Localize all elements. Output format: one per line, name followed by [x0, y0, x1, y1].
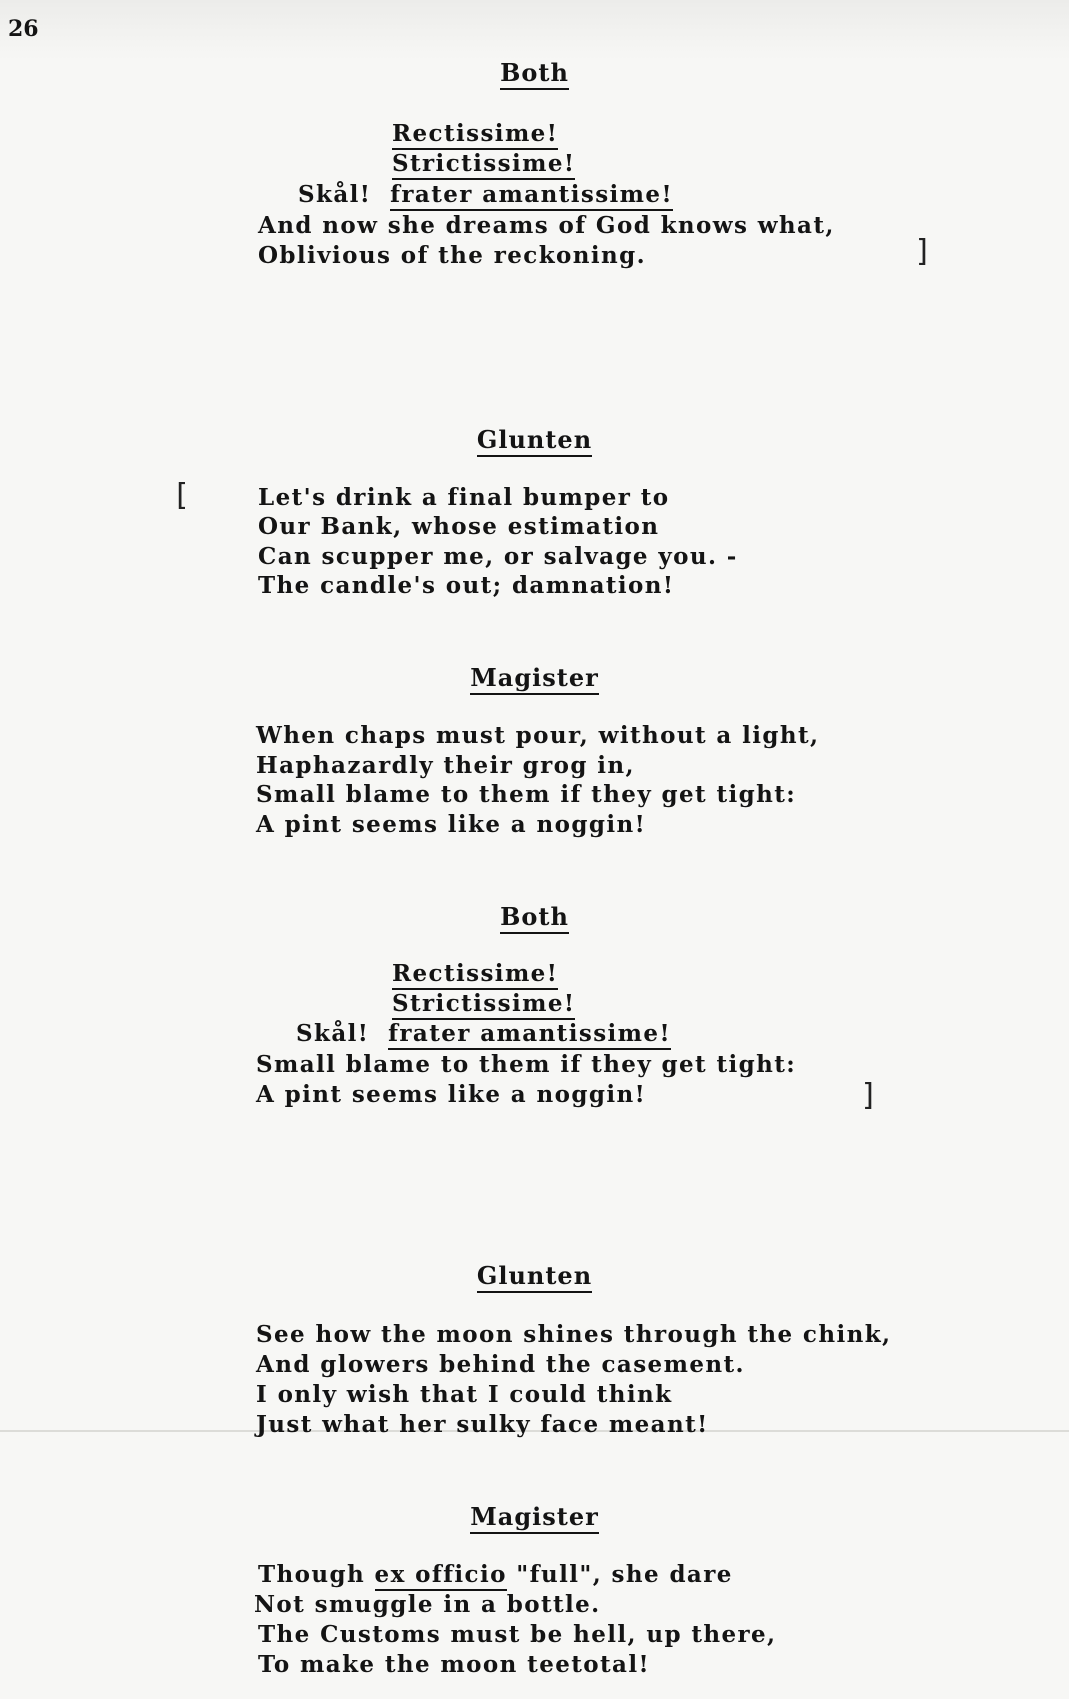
verse-line: Small blame to them if they get tight:: [256, 781, 797, 808]
latin-phrase: frater amantissime!: [390, 181, 673, 211]
verse-line: [298, 181, 673, 209]
speaker-heading-both: [0, 58, 1069, 87]
verse-line: Though ex officio "full", she dare: [258, 1561, 733, 1589]
speaker-heading-magister: [0, 663, 1069, 692]
latin-phrase: ex officio: [375, 1561, 507, 1591]
speaker-heading-magister: [0, 1502, 1069, 1531]
verse-line: And glowers behind the casement.: [256, 1351, 745, 1378]
verse-line: [296, 1020, 671, 1048]
verse-line: Oblivious of the reckoning.: [258, 242, 647, 269]
verse-line: And now she dreams of God knows what,: [258, 212, 835, 239]
verse-line: Just what her sulky face meant!: [256, 1411, 709, 1438]
speaker-heading-glunten: [0, 1261, 1069, 1290]
speaker-name: Magister: [470, 663, 599, 695]
verse-line: Strictissime!: [392, 150, 575, 178]
page-top-shade: [0, 0, 1069, 60]
verse-line: To make the moon teetotal!: [258, 1651, 650, 1678]
open-bracket-mark: [: [172, 478, 191, 513]
verse-line: I only wish that I could think: [256, 1381, 673, 1408]
speaker-name: Glunten: [477, 1261, 592, 1293]
verse-line: Can scupper me, or salvage you. -: [258, 543, 738, 570]
verse-line: Not smuggle in a bottle.: [254, 1591, 601, 1618]
verse-line: The candle's out; damnation!: [258, 572, 675, 599]
verse-line: The Customs must be hell, up there,: [258, 1621, 777, 1648]
verse-line: Our Bank, whose estimation: [258, 513, 660, 540]
close-bracket-mark: ]: [914, 234, 933, 269]
toast-word: Skål!: [296, 1020, 370, 1047]
speaker-name: Magister: [470, 1502, 599, 1534]
verse-line: Haphazardly their grog in,: [256, 752, 635, 779]
latin-phrase: frater amantissime!: [388, 1020, 671, 1050]
show-through-text: [780, 600, 788, 628]
verse-line: A pint seems like a noggin!: [256, 811, 647, 838]
verse-line: Let's drink a final bumper to: [258, 484, 670, 511]
close-bracket-mark: ]: [860, 1078, 879, 1113]
speaker-heading-both: [0, 902, 1069, 931]
verse-line: Strictissime!: [392, 990, 575, 1018]
verse-line: Small blame to them if they get tight:: [256, 1051, 797, 1078]
verse-line: See how the moon shines through the chink,: [256, 1321, 892, 1348]
verse-line: Rectissime!: [392, 960, 558, 988]
verse-line: Rectissime!: [392, 120, 558, 148]
verse-line: When chaps must pour, without a light,: [256, 722, 820, 749]
speaker-name: Both: [500, 58, 569, 90]
toast-word: Skål!: [298, 181, 372, 208]
speaker-heading-glunten: [0, 425, 1069, 454]
page-number: 26: [8, 16, 39, 42]
verse-line: A pint seems like a noggin!: [256, 1081, 647, 1108]
speaker-name: Both: [500, 902, 569, 934]
speaker-name: Glunten: [477, 425, 592, 457]
